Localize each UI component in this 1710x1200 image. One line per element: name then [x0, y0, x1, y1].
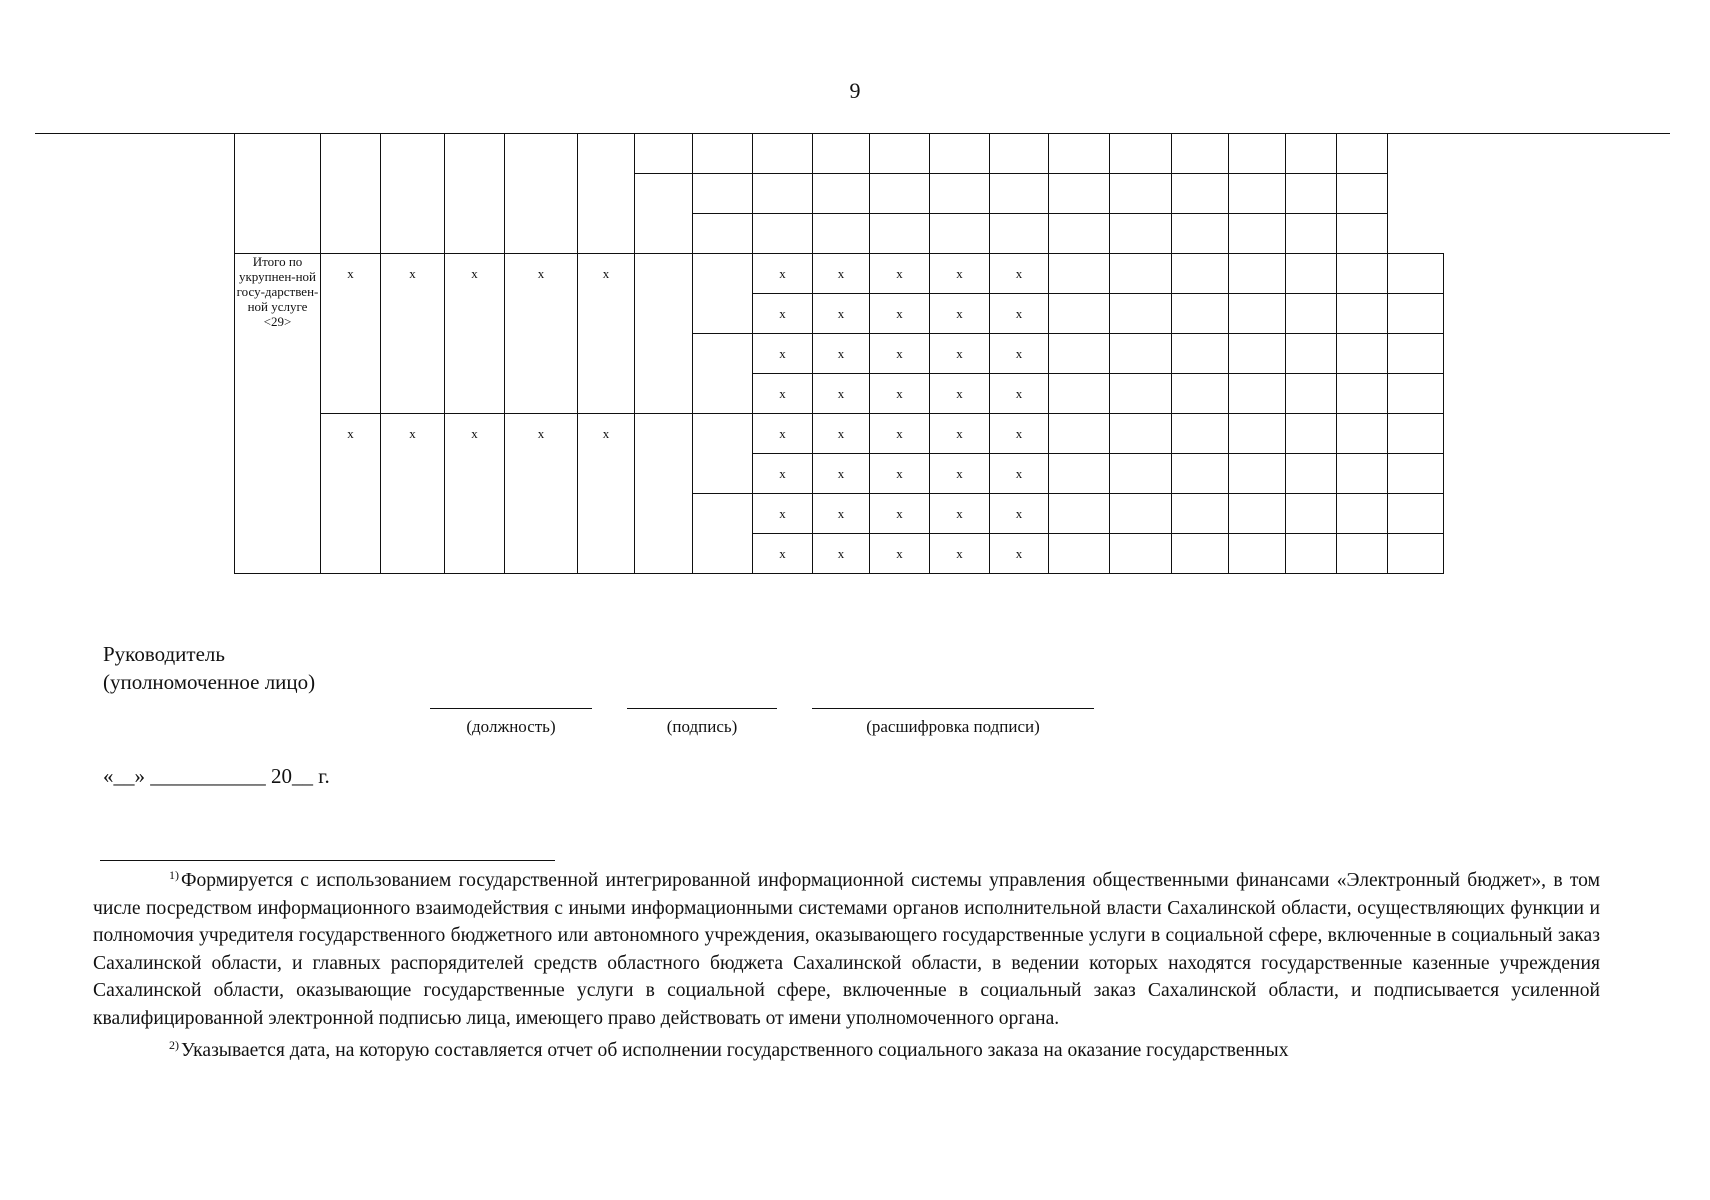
x-mark: x — [753, 374, 813, 414]
table-cell — [1286, 294, 1337, 334]
table-cell — [1286, 534, 1337, 574]
table-cell — [1229, 294, 1286, 334]
signature-title-line2: (уполномоченное лицо) — [103, 670, 316, 694]
x-mark: x — [870, 494, 930, 534]
table-cell — [1172, 374, 1229, 414]
table-cell — [1049, 134, 1110, 174]
total-label: Итого по укрупнен-ной госу-дарствен-ной услуге <29> — [235, 254, 321, 574]
x-mark: x — [990, 334, 1049, 374]
table-cell — [1172, 214, 1229, 254]
footnotes — [93, 862, 1600, 1065]
table-cell — [1337, 414, 1388, 454]
x-mark: x — [813, 254, 870, 294]
table-cell — [445, 134, 505, 254]
table-cell — [870, 174, 930, 214]
footnote-1 — [93, 862, 1600, 1032]
table-cell — [1286, 174, 1337, 214]
x-mark: x — [990, 254, 1049, 294]
x-mark: x — [870, 534, 930, 574]
table-cell — [1172, 334, 1229, 374]
table-cell — [1337, 334, 1388, 374]
table-cell — [1286, 334, 1337, 374]
table-cell — [1337, 214, 1388, 254]
x-mark: x — [381, 254, 445, 414]
x-mark: x — [870, 454, 930, 494]
table-cell — [1388, 294, 1444, 334]
x-mark: x — [813, 414, 870, 454]
table-cell — [1229, 534, 1286, 574]
x-mark: x — [870, 334, 930, 374]
table-cell — [578, 134, 635, 254]
x-mark: x — [505, 254, 578, 414]
table-cell — [1049, 174, 1110, 214]
table-cell — [321, 134, 381, 254]
table-cell — [1286, 134, 1337, 174]
x-mark: x — [813, 534, 870, 574]
x-mark: x — [990, 454, 1049, 494]
footnote-text: Формируется с использованием государственной интегрированной информационной системы управления общественными финансами «Электронный бюджет», в том числе посредством информационного взаимодействия с иными информационными системами органов исполнительной власти Сахалинской области, осуществляющих функции и полномочия учредителя государственного бюджетного или автономного учреждения, оказывающего государственные услуги в социальной сфере, включенные в социальный заказ Сахалинской области, и главных распорядителей средств областного бюджета Сахалинской области, в ведении которых находятся государственные казенные учреждения Сахалинской области, оказывающие государственные услуги в социальной сфере, включенные в социальный заказ Сахалинской области, и подписывается усиленной квалифицированной электронной подписью лица, имеющего право действовать от имени уполномоченного органа. — [93, 870, 1600, 1029]
table-cell — [1286, 414, 1337, 454]
table-cell — [1388, 334, 1444, 374]
x-mark: x — [930, 414, 990, 454]
x-mark: x — [870, 374, 930, 414]
table-cell — [1337, 454, 1388, 494]
table-cell — [870, 214, 930, 254]
table-cell — [1286, 214, 1337, 254]
signature-title-line1: Руководитель — [103, 642, 225, 666]
table-cell — [1049, 494, 1110, 534]
table-cell — [990, 214, 1049, 254]
x-mark: x — [753, 454, 813, 494]
x-mark: x — [753, 254, 813, 294]
x-mark: x — [753, 334, 813, 374]
x-mark: x — [505, 414, 578, 574]
date-line: «__» ___________ 20__ г. — [103, 764, 330, 788]
table-cell — [1110, 414, 1172, 454]
table-cell — [1388, 414, 1444, 454]
x-mark: x — [870, 254, 930, 294]
signature-title — [103, 640, 315, 696]
table-cell — [1286, 494, 1337, 534]
x-mark: x — [930, 494, 990, 534]
x-mark: x — [990, 534, 1049, 574]
table-cell — [505, 134, 578, 254]
x-mark: x — [381, 414, 445, 574]
table-cell — [381, 134, 445, 254]
x-mark: x — [930, 534, 990, 574]
x-mark: x — [321, 254, 381, 414]
footnote-marker: 2) — [169, 1038, 179, 1052]
table-cell — [813, 174, 870, 214]
table-cell — [1172, 534, 1229, 574]
x-mark: x — [321, 414, 381, 574]
table-cell — [1229, 414, 1286, 454]
x-mark: x — [813, 334, 870, 374]
table-cell — [1229, 214, 1286, 254]
table-row — [235, 134, 1444, 174]
table-cell — [1229, 174, 1286, 214]
report-table — [234, 133, 1444, 574]
x-mark: x — [753, 294, 813, 334]
table-cell — [1110, 534, 1172, 574]
x-mark: x — [813, 494, 870, 534]
x-mark: x — [930, 454, 990, 494]
table-cell — [813, 134, 870, 174]
x-mark: x — [930, 254, 990, 294]
x-mark: x — [870, 414, 930, 454]
footnote-text: Указывается дата, на которую составляется отчет об исполнении государственного социального заказа на оказание государственных — [181, 1040, 1289, 1061]
table-cell — [1110, 454, 1172, 494]
table-cell — [753, 134, 813, 174]
x-mark: x — [990, 374, 1049, 414]
table-cell — [1049, 214, 1110, 254]
x-mark: x — [578, 414, 635, 574]
signature-line — [627, 708, 777, 709]
table-cell — [930, 174, 990, 214]
table-cell — [930, 214, 990, 254]
table-cell — [1110, 254, 1172, 294]
table-cell — [693, 174, 753, 214]
table-cell — [1049, 414, 1110, 454]
x-mark: x — [990, 414, 1049, 454]
table-cell — [235, 134, 321, 254]
table-cell — [1110, 294, 1172, 334]
table-cell — [1110, 174, 1172, 214]
footnote-rule — [100, 860, 555, 861]
x-mark: x — [578, 254, 635, 414]
table-cell — [990, 134, 1049, 174]
table-cell — [1229, 454, 1286, 494]
x-mark: x — [813, 374, 870, 414]
table-cell — [1049, 334, 1110, 374]
page-number: 9 — [849, 78, 861, 103]
x-mark: x — [813, 454, 870, 494]
table-cell — [1110, 214, 1172, 254]
table-cell — [1110, 334, 1172, 374]
table-cell — [1337, 254, 1388, 294]
signature-caption: (подпись) — [666, 717, 738, 736]
position-line — [430, 708, 592, 709]
x-mark: x — [870, 294, 930, 334]
table-cell — [1110, 374, 1172, 414]
footnote-2 — [93, 1032, 1600, 1065]
position-caption: (должность) — [466, 717, 556, 736]
x-mark: x — [753, 414, 813, 454]
x-mark: x — [930, 334, 990, 374]
x-mark: x — [990, 494, 1049, 534]
x-mark: x — [753, 534, 813, 574]
x-mark: x — [445, 254, 505, 414]
table-cell — [1172, 174, 1229, 214]
table-cell — [1337, 134, 1388, 174]
table-cell — [693, 254, 753, 334]
x-mark: x — [813, 294, 870, 334]
table-cell — [1286, 374, 1337, 414]
table-cell — [1337, 294, 1388, 334]
table-cell — [635, 174, 693, 254]
table-cell — [635, 414, 693, 574]
table-row — [235, 254, 1444, 294]
table-cell — [1286, 254, 1337, 294]
table-cell — [930, 134, 990, 174]
x-mark: x — [753, 494, 813, 534]
table-cell — [1110, 134, 1172, 174]
table-row — [235, 414, 1444, 454]
table-cell — [1172, 414, 1229, 454]
table-cell — [813, 214, 870, 254]
table-cell — [1388, 534, 1444, 574]
table-cell — [635, 254, 693, 414]
table-cell — [1337, 374, 1388, 414]
table-cell — [1049, 454, 1110, 494]
table-cell — [1049, 294, 1110, 334]
table-cell — [1229, 334, 1286, 374]
table-cell — [870, 134, 930, 174]
table-cell — [635, 134, 693, 174]
table-cell — [1388, 494, 1444, 534]
name-line — [812, 708, 1094, 709]
table-cell — [753, 214, 813, 254]
table-cell — [1388, 374, 1444, 414]
table-cell — [693, 134, 753, 174]
table-cell — [753, 174, 813, 214]
table-cell — [1049, 374, 1110, 414]
table-cell — [1172, 254, 1229, 294]
table-cell — [693, 414, 753, 494]
table-cell — [1229, 494, 1286, 534]
name-caption: (расшифровка подписи) — [866, 717, 1040, 736]
x-mark: x — [930, 374, 990, 414]
x-mark: x — [930, 294, 990, 334]
table-cell — [1110, 494, 1172, 534]
table-cell — [990, 174, 1049, 214]
table-cell — [1229, 374, 1286, 414]
table-cell — [1286, 454, 1337, 494]
table-cell — [1172, 134, 1229, 174]
table-cell — [1337, 494, 1388, 534]
table-cell — [1229, 134, 1286, 174]
footnote-marker: 1) — [169, 868, 179, 882]
table-cell — [693, 334, 753, 414]
x-mark: x — [990, 294, 1049, 334]
table-cell — [1388, 454, 1444, 494]
x-mark: x — [445, 414, 505, 574]
table-cell — [1172, 294, 1229, 334]
table-cell — [1172, 494, 1229, 534]
table-cell — [1049, 254, 1110, 294]
table-cell — [1337, 534, 1388, 574]
table-cell — [1388, 254, 1444, 294]
table-cell — [693, 494, 753, 574]
table-cell — [1049, 534, 1110, 574]
table-cell — [1229, 254, 1286, 294]
table-cell — [693, 214, 753, 254]
table-cell — [1337, 174, 1388, 214]
table-cell — [1172, 454, 1229, 494]
